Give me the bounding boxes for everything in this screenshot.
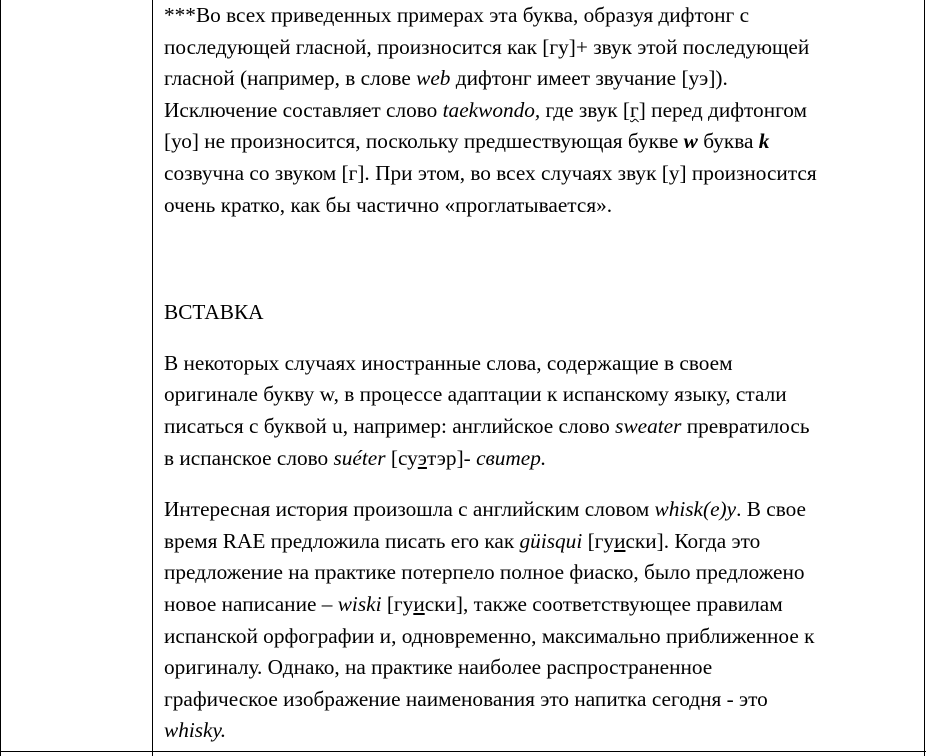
text-line (164, 494, 916, 526)
text-run: превратилось (681, 413, 810, 438)
text-line (164, 379, 916, 411)
text-run: созвучна со звуком [г]. При этом, во всех случаях звук [у] произносится (164, 160, 817, 185)
styled-text-run: wiski (337, 591, 382, 616)
text-run: в испанское слово (164, 445, 334, 470)
text-run: Интересная история произошла с английским словом (164, 497, 655, 522)
table-border-left (0, 0, 1, 756)
text-run: последующей гласной, произносится как [гу]+ звук этой последующей (164, 34, 810, 59)
styled-text-run: свитер. (476, 445, 547, 470)
text-run: [су (385, 445, 418, 470)
text-run: В некоторых случаях иностранные слова, содержащие в своем (164, 350, 733, 375)
text-line (164, 526, 916, 558)
insert-heading: ВСТАВКА (164, 300, 264, 325)
text-line (164, 32, 916, 64)
styled-text-run: и (413, 591, 425, 616)
insert-paragraph-whisky (164, 494, 916, 747)
table-border-right (924, 0, 925, 756)
text-line (164, 443, 916, 475)
text-line (164, 652, 916, 684)
text-run: испанской орфографии и, одновременно, максимально приближенное к (164, 623, 815, 648)
styled-text-run: и (614, 528, 626, 553)
text-run: время RAE предложила писать его как (164, 528, 520, 553)
text-run: где звук [ (540, 97, 630, 122)
text-run: ] перед дифтонгом (638, 97, 808, 122)
text-line (164, 158, 916, 190)
text-line (164, 589, 916, 621)
text-line (164, 348, 916, 380)
text-run: писаться с буквой u, например: английское слово (164, 413, 616, 438)
table-border-bottom (0, 751, 926, 752)
text-line (164, 190, 916, 222)
styled-text-run: sweater (615, 413, 682, 438)
text-run: [гу (582, 528, 615, 553)
styled-text-run: э (417, 445, 427, 470)
text-run: ски], также соответствующее правилам (424, 591, 783, 616)
styled-text-run: г (630, 97, 639, 122)
styled-text-run: whisk(e)y (654, 497, 737, 522)
insert-paragraph-sweater (164, 348, 916, 474)
text-run: новое написание – (164, 591, 338, 616)
styled-text-run: taekwondo, (442, 97, 541, 122)
text-line (164, 557, 916, 589)
text-line (164, 126, 916, 158)
text-run: дифтонг имеет звучание [уэ]). (450, 66, 728, 91)
text-run: очень кратко, как бы частично «проглатывается». (164, 192, 613, 217)
text-line (164, 95, 916, 127)
text-line (164, 63, 916, 95)
diphthong-note (164, 0, 916, 221)
text-run: Исключение составляет слово (164, 97, 443, 122)
text-run: [уо] не произносится, поскольку предшествующая букве (164, 129, 684, 154)
text-run: графическое изображение наименования это напитка сегодня - это (164, 686, 768, 711)
text-run: оригиналу. Однако, на практике наиболее распространенное (164, 655, 713, 680)
text-line (164, 0, 916, 32)
styled-text-run: k (758, 129, 770, 154)
text-line (164, 621, 916, 653)
styled-text-run: whisky. (164, 718, 227, 743)
text-line (164, 684, 916, 716)
text-line (164, 715, 916, 747)
table-cell-content (164, 0, 916, 747)
styled-text-run: güisqui (519, 528, 583, 553)
styled-text-run: suéter (333, 445, 386, 470)
text-run: предложение на практике потерпело полное фиаско, было предложено (164, 560, 805, 585)
text-run: . В свое (736, 497, 807, 522)
styled-text-run: w (683, 129, 698, 154)
text-run: [гу (381, 591, 414, 616)
text-run: гласной (например, в слове (164, 66, 417, 91)
text-run: ***Во всех приведенных примерах эта буква, образуя дифтонг с (164, 3, 750, 27)
text-run: оригинале букву w, в процессе адаптации к испанскому языку, стали (164, 382, 787, 407)
text-run: ски]. Когда это (625, 528, 761, 553)
text-run: буква (697, 129, 759, 154)
text-run: тэр]- (426, 445, 477, 470)
text-line (164, 411, 916, 443)
table-column-divider (152, 0, 153, 756)
styled-text-run: web (416, 66, 451, 91)
